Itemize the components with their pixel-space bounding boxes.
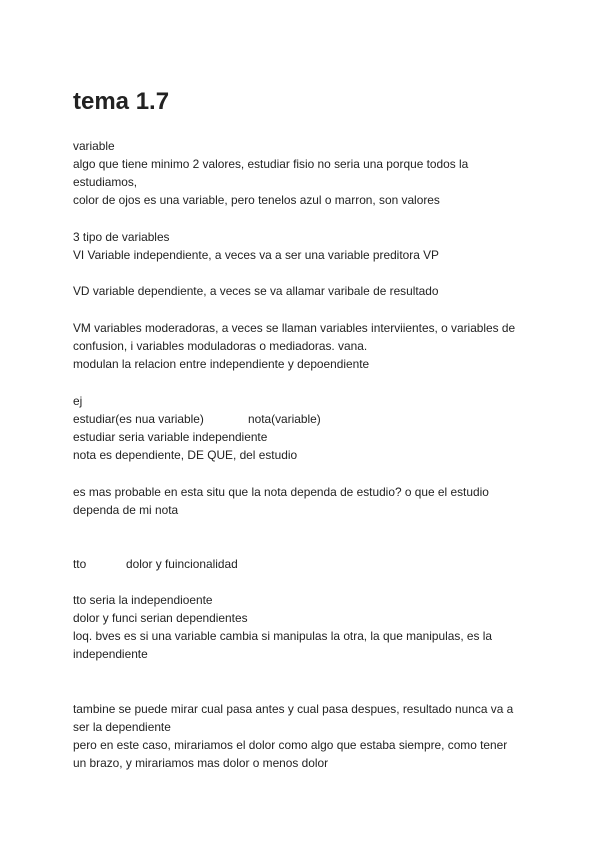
text-line: tto seria la independioente: [73, 593, 213, 607]
page-title: tema 1.7: [73, 88, 170, 115]
text-line: loq. bves es si una variable cambia si manipulas la otra, la que manipulas, es la: [73, 629, 493, 643]
text-line: independiente: [73, 647, 148, 661]
text-line: ser la dependiente: [73, 720, 171, 734]
text-line: dolor y fuincionalidad: [126, 557, 238, 571]
text-line: VD variable dependiente, a veces se va allamar varibale de resultado: [73, 284, 439, 298]
text-line: algo que tiene minimo 2 valores, estudiar fisio no seria una porque todos la: [73, 157, 469, 171]
text-line: variable: [73, 139, 115, 153]
text-line: VM variables moderadoras, a veces se llaman variables interviientes, o variables de: [73, 321, 516, 335]
text-line: dolor y funci serian dependientes: [73, 611, 248, 625]
text-line: ej: [73, 394, 83, 408]
text-line: pero en este caso, mirariamos el dolor como algo que estaba siempre, como tener: [73, 738, 508, 752]
text-line: 3 tipo de variables: [73, 230, 170, 244]
text-line: estudiar seria variable independiente: [73, 430, 268, 444]
text-line: nota es dependiente, DE QUE, del estudio: [73, 448, 298, 462]
text-line: tto: [73, 557, 87, 571]
text-line: un brazo, y mirariamos mas dolor o menos dolor: [73, 756, 329, 770]
text-line: color de ojos es una variable, pero tenelos azul o marron, son valores: [73, 193, 440, 207]
text-line: confusion, i variables moduladoras o mediadoras. vana.: [73, 339, 368, 353]
text-line: nota(variable): [248, 412, 321, 426]
text-line: es mas probable en esta situ que la nota dependa de estudio? o que el estudio: [73, 485, 489, 499]
text-line: VI Variable independiente, a veces va a ser una variable preditora VP: [73, 248, 439, 262]
text-line: modulan la relacion entre independiente y depoendiente: [73, 357, 370, 371]
text-line: estudiamos,: [73, 175, 138, 189]
text-line: tambine se puede mirar cual pasa antes y cual pasa despues, resultado nunca va a: [73, 702, 514, 716]
text-line: dependa de mi nota: [73, 503, 179, 517]
text-line: estudiar(es nua variable): [73, 412, 204, 426]
